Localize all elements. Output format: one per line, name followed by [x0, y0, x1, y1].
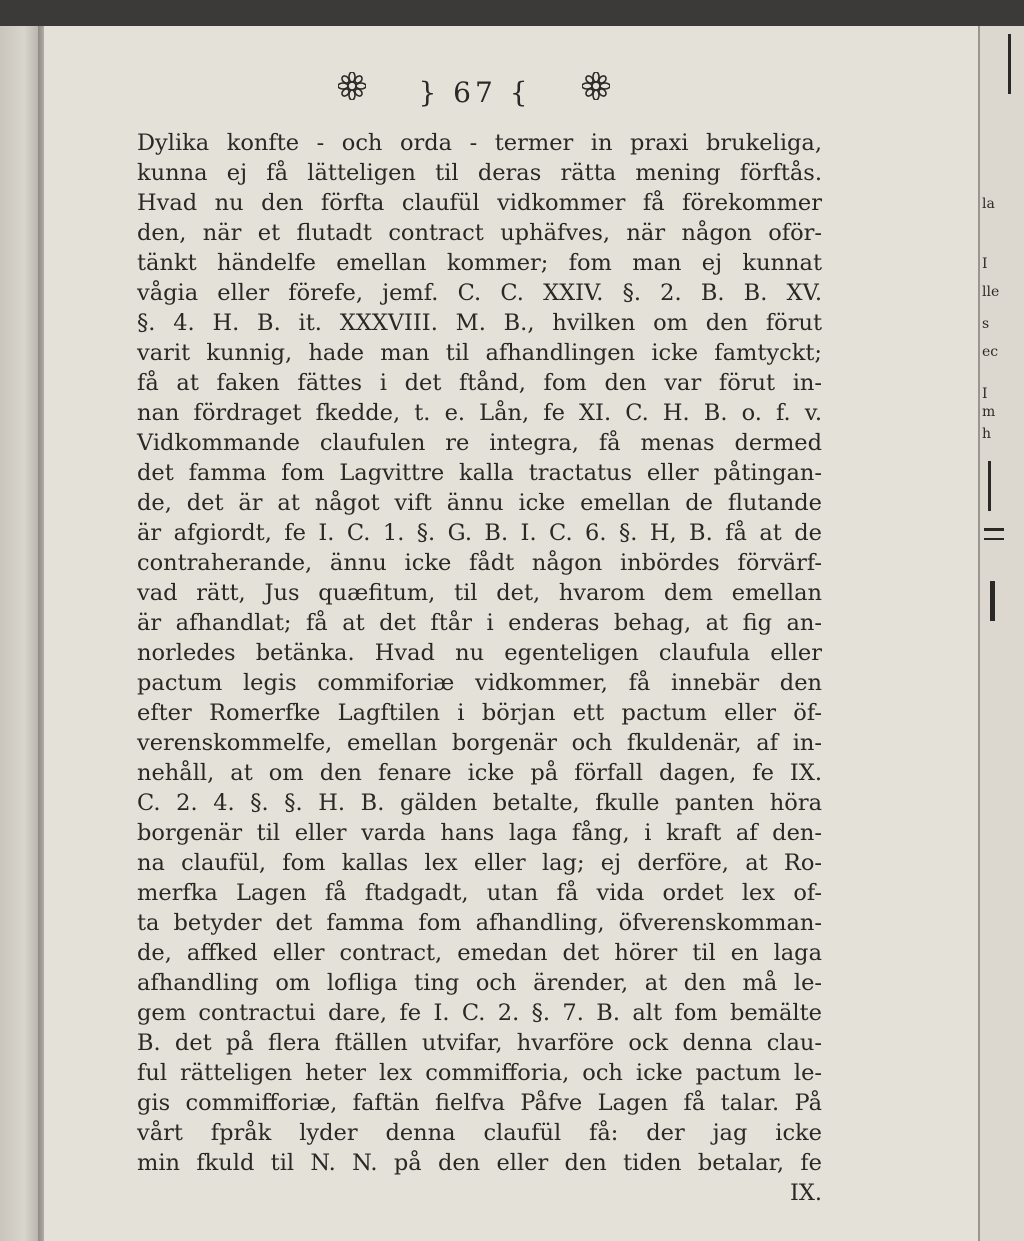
text-line: få at faken fättes i det ftånd, fom den var förut in- — [137, 370, 822, 396]
next-page-edge — [978, 26, 1024, 1241]
text-line: gis commifforiæ, faftän fielfva Påfve Lagen få talar. På — [137, 1090, 822, 1116]
next-page-fragment: m — [982, 404, 996, 420]
text-line: nehåll, at om den fenare icke på förfall dagen, fe IX. — [137, 760, 822, 786]
text-line: varit kunnig, hade man til afhandlingen icke famtyckt; — [137, 340, 822, 366]
text-line: borgenär til eller varda hans laga fång, i kraft af den- — [137, 820, 822, 846]
text-line: Dylika konfte - och orda - termer in praxi brukeliga, — [137, 130, 822, 156]
text-line: pactum legis commiforiæ vidkommer, få innebär den — [137, 670, 822, 696]
next-page-fragment: h — [982, 426, 992, 442]
text-line: vårt fpråk lyder denna claufül få: der jag icke — [137, 1120, 822, 1146]
next-page-fragment: lle — [982, 284, 1000, 300]
facing-page-edge — [0, 26, 40, 1241]
text-line: contraherande, ännu icke fådt någon inbördes förvärf- — [137, 550, 822, 576]
text-line: gem contractui dare, fe I. C. 2. §. 7. B. alt fom bemälte — [137, 1000, 822, 1026]
text-line: norledes betänka. Hvad nu egenteligen claufula eller — [137, 640, 822, 666]
text-line: tänkt händelfe emellan kommer; fom man ej kunnat — [137, 250, 822, 276]
text-line: den, när et flutadt contract uphäfves, när någon oför- — [137, 220, 822, 246]
text-line: är afhandlat; få at det ftår i enderas behag, at fig an- — [137, 610, 822, 636]
text-line: kunna ej få lätteligen til deras rätta mening förftås. — [137, 160, 822, 186]
next-page-fragment: s — [982, 316, 990, 332]
text-line: vågia eller förefe, jemf. C. C. XXIV. §. 2. B. B. XV. — [137, 280, 822, 306]
text-line: de, det är at något vift ännu icke emellan de flutande — [137, 490, 822, 516]
text-line: ful rätteligen heter lex commifforia, och icke pactum le- — [137, 1060, 822, 1086]
text-line: är afgiordt, fe I. C. 1. §. G. B. I. C. 6. §. H, B. få at de — [137, 520, 822, 546]
text-line: B. det på flera ftällen utvifar, hvarföre ock denna clau- — [137, 1030, 822, 1056]
text-line: C. 2. 4. §. §. H. B. gälden betalte, fkulle panten höra — [137, 790, 822, 816]
catchword: IX. — [789, 1180, 822, 1206]
next-page-fragment: ec — [982, 344, 999, 360]
body-text — [137, 128, 822, 1208]
text-line: na claufül, fom kallas lex eller lag; ej derföre, at Ro- — [137, 850, 822, 876]
next-page-fragment: la — [982, 196, 995, 212]
page-number: } 67 { — [418, 76, 532, 109]
text-line: vad rätt, Jus quæfitum, til det, hvarom dem emellan — [137, 580, 822, 606]
text-line: det famma fom Lagvittre kalla tractatus eller påtingan- — [137, 460, 822, 486]
text-line: afhandling om lofliga ting och ärender, at den må le- — [137, 970, 822, 996]
text-line: nan fördraget fkedde, t. e. Lån, fe XI. C. H. B. o. f. v. — [137, 400, 822, 426]
text-line: min fkuld til N. N. på den eller den tiden betalar, fe — [137, 1150, 822, 1176]
text-line: Hvad nu den förfta claufül vidkommer få förekommer — [137, 190, 822, 216]
next-page-fragment: I — [982, 256, 988, 272]
flower-ornament-icon — [582, 72, 610, 100]
text-line: efter Romerfke Lagftilen i början ett pactum eller öf- — [137, 700, 822, 726]
text-line: de, affked eller contract, emedan det hörer til en laga — [137, 940, 822, 966]
text-line: §. 4. H. B. it. XXXVIII. M. B., hvilken om den förut — [137, 310, 822, 336]
text-line: ta betyder det famma fom afhandling, öfverenskomman- — [137, 910, 822, 936]
text-line: verenskommelfe, emellan borgenär och fkuldenär, af in- — [137, 730, 822, 756]
flower-ornament-icon — [338, 72, 366, 100]
text-line: Vidkommande claufulen re integra, få menas dermed — [137, 430, 822, 456]
scanner-background — [0, 0, 1024, 26]
text-line: merfka Lagen få ftadgadt, utan få vida ordet lex of- — [137, 880, 822, 906]
next-page-fragment: I — [982, 386, 988, 402]
